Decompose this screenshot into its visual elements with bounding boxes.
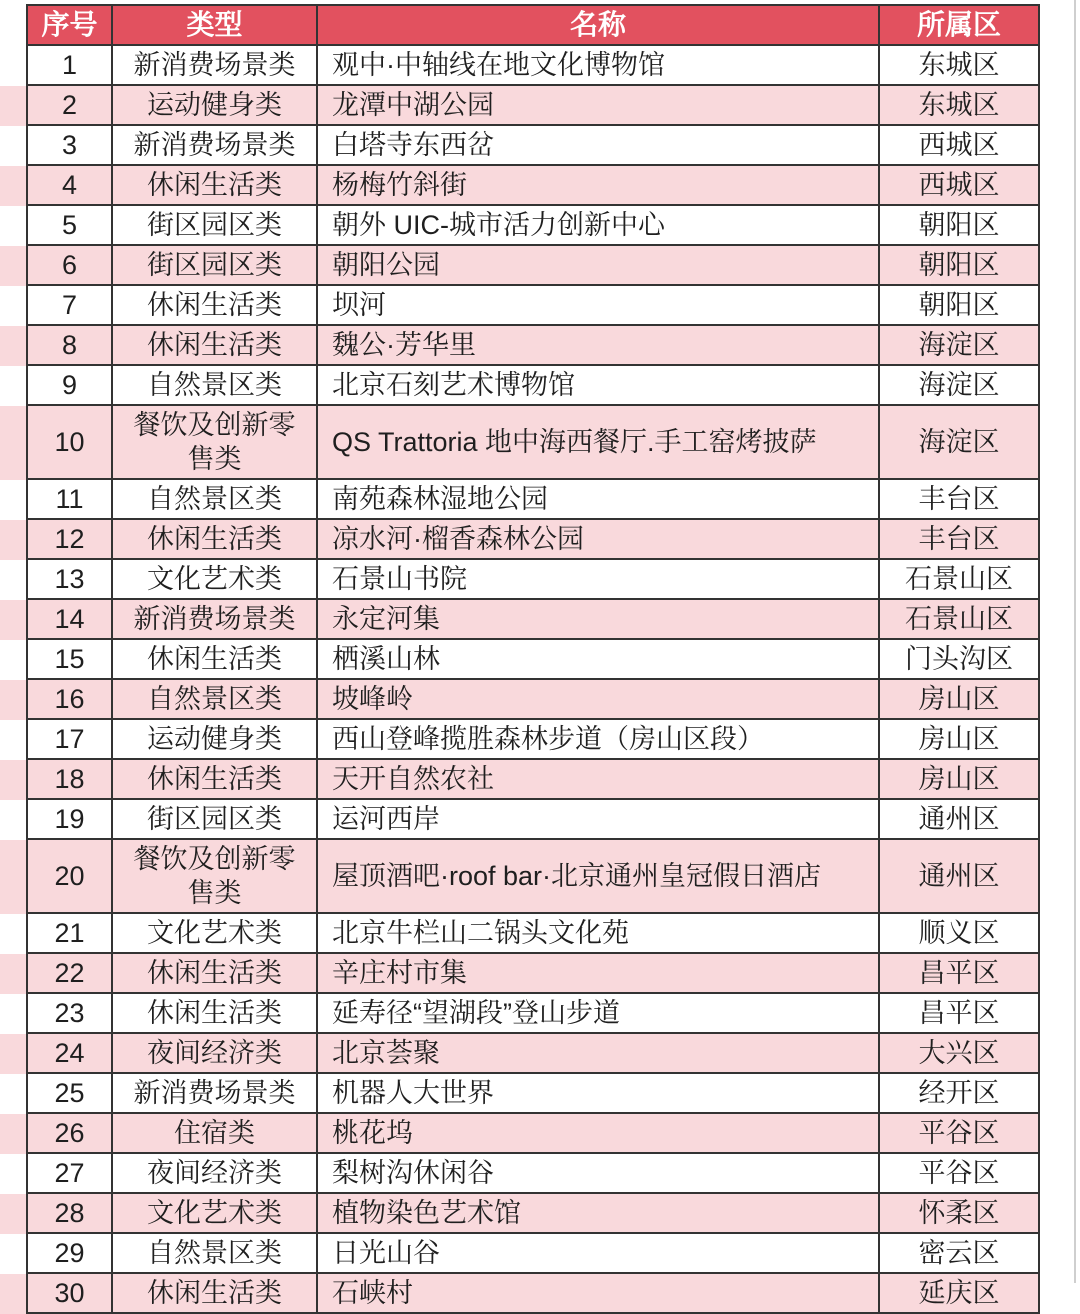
- cell-district: 丰台区: [878, 480, 1040, 520]
- cell-no: 27: [26, 1154, 111, 1194]
- cell-no: 11: [26, 480, 111, 520]
- cell-name: 日光山谷: [316, 1234, 878, 1274]
- left-margin: [0, 126, 26, 166]
- left-margin: [0, 166, 26, 206]
- cell-name: 延寿径“望湖段”登山步道: [316, 994, 878, 1034]
- left-margin: [0, 1154, 26, 1194]
- table-row: [0, 914, 1040, 954]
- cell-type: 自然景区类: [111, 366, 316, 406]
- cell-type: 休闲生活类: [111, 640, 316, 680]
- left-margin: [0, 366, 26, 406]
- left-margin: [0, 1074, 26, 1114]
- cell-no: 9: [26, 366, 111, 406]
- cell-type: 住宿类: [111, 1114, 316, 1154]
- left-margin: [0, 1274, 26, 1314]
- left-margin: [0, 560, 26, 600]
- left-margin: [0, 1034, 26, 1074]
- poi-table: [0, 4, 1040, 1314]
- cell-type: 休闲生活类: [111, 166, 316, 206]
- cell-type: 餐饮及创新零售类: [111, 406, 316, 480]
- cell-name: 朝外 UIC-城市活力创新中心: [316, 206, 878, 246]
- cell-name: 永定河集: [316, 600, 878, 640]
- table-row: [0, 994, 1040, 1034]
- left-margin: [0, 1194, 26, 1234]
- cell-type: 自然景区类: [111, 480, 316, 520]
- cell-type: 自然景区类: [111, 1234, 316, 1274]
- cell-no: 23: [26, 994, 111, 1034]
- left-margin: [0, 680, 26, 720]
- cell-no: 16: [26, 680, 111, 720]
- cell-no: 30: [26, 1274, 111, 1314]
- cell-district: 海淀区: [878, 326, 1040, 366]
- left-margin: [0, 246, 26, 286]
- cell-name: QS Trattoria 地中海西餐厅.手工窑烤披萨: [316, 406, 878, 480]
- cell-type: 运动健身类: [111, 720, 316, 760]
- cell-no: 7: [26, 286, 111, 326]
- cell-no: 3: [26, 126, 111, 166]
- cell-district: 房山区: [878, 720, 1040, 760]
- cell-name: 北京牛栏山二锅头文化苑: [316, 914, 878, 954]
- cell-no: 29: [26, 1234, 111, 1274]
- cell-no: 20: [26, 840, 111, 914]
- cell-district: 昌平区: [878, 954, 1040, 994]
- cell-district: 经开区: [878, 1074, 1040, 1114]
- table-row: [0, 246, 1040, 286]
- cell-district: 东城区: [878, 86, 1040, 126]
- cell-name: 坝河: [316, 286, 878, 326]
- col-header-type: 类型: [111, 4, 316, 46]
- cell-district: 海淀区: [878, 406, 1040, 480]
- left-margin: [0, 1234, 26, 1274]
- table-row: [0, 800, 1040, 840]
- cell-no: 2: [26, 86, 111, 126]
- left-margin: [0, 914, 26, 954]
- cell-district: 通州区: [878, 840, 1040, 914]
- cell-district: 顺义区: [878, 914, 1040, 954]
- cell-type: 街区园区类: [111, 246, 316, 286]
- left-margin: [0, 326, 26, 366]
- cell-name: 梨树沟休闲谷: [316, 1154, 878, 1194]
- cell-no: 26: [26, 1114, 111, 1154]
- cell-no: 22: [26, 954, 111, 994]
- cell-district: 门头沟区: [878, 640, 1040, 680]
- cell-name: 天开自然农社: [316, 760, 878, 800]
- cell-district: 房山区: [878, 760, 1040, 800]
- left-margin: [0, 520, 26, 560]
- table-row: [0, 286, 1040, 326]
- cell-name: 石景山书院: [316, 560, 878, 600]
- left-margin: [0, 600, 26, 640]
- cell-name: 南苑森林湿地公园: [316, 480, 878, 520]
- left-margin: [0, 760, 26, 800]
- cell-name: 栖溪山林: [316, 640, 878, 680]
- table-row: [0, 954, 1040, 994]
- cell-name: 观中·中轴线在地文化博物馆: [316, 46, 878, 86]
- cell-district: 西城区: [878, 166, 1040, 206]
- table-row: [0, 366, 1040, 406]
- table-row: [0, 1074, 1040, 1114]
- table-body: [0, 46, 1040, 1314]
- table-row: [0, 86, 1040, 126]
- cell-type: 休闲生活类: [111, 326, 316, 366]
- table-row: [0, 480, 1040, 520]
- left-margin: [0, 1114, 26, 1154]
- cell-district: 大兴区: [878, 1034, 1040, 1074]
- table-header-row: [0, 4, 1040, 46]
- cell-district: 昌平区: [878, 994, 1040, 1034]
- table-row: [0, 166, 1040, 206]
- table-row: [0, 406, 1040, 480]
- cell-no: 24: [26, 1034, 111, 1074]
- left-margin: [0, 720, 26, 760]
- table-row: [0, 1154, 1040, 1194]
- cell-district: 通州区: [878, 800, 1040, 840]
- cell-no: 1: [26, 46, 111, 86]
- left-margin: [0, 406, 26, 480]
- cell-name: 桃花坞: [316, 1114, 878, 1154]
- cell-type: 新消费场景类: [111, 126, 316, 166]
- left-margin: [0, 286, 26, 326]
- cell-name: 坡峰岭: [316, 680, 878, 720]
- left-margin: [0, 206, 26, 246]
- table-row: [0, 326, 1040, 366]
- left-margin: [0, 480, 26, 520]
- cell-type: 休闲生活类: [111, 994, 316, 1034]
- table-row: [0, 520, 1040, 560]
- cell-name: 魏公·芳华里: [316, 326, 878, 366]
- cell-type: 餐饮及创新零售类: [111, 840, 316, 914]
- cell-no: 15: [26, 640, 111, 680]
- cell-no: 14: [26, 600, 111, 640]
- table-row: [0, 640, 1040, 680]
- cell-district: 房山区: [878, 680, 1040, 720]
- cell-no: 28: [26, 1194, 111, 1234]
- left-margin: [0, 46, 26, 86]
- cell-no: 10: [26, 406, 111, 480]
- table-row: [0, 680, 1040, 720]
- cell-district: 海淀区: [878, 366, 1040, 406]
- cell-no: 21: [26, 914, 111, 954]
- cell-name: 杨梅竹斜街: [316, 166, 878, 206]
- cell-name: 北京荟聚: [316, 1034, 878, 1074]
- cell-type: 休闲生活类: [111, 760, 316, 800]
- left-margin: [0, 840, 26, 914]
- table-row: [0, 1114, 1040, 1154]
- left-margin: [0, 640, 26, 680]
- table-row: [0, 1274, 1040, 1314]
- cell-no: 12: [26, 520, 111, 560]
- cell-district: 密云区: [878, 1234, 1040, 1274]
- cell-type: 街区园区类: [111, 206, 316, 246]
- cell-no: 25: [26, 1074, 111, 1114]
- table-row: [0, 720, 1040, 760]
- cell-no: 13: [26, 560, 111, 600]
- table-row: [0, 1194, 1040, 1234]
- left-margin: [0, 954, 26, 994]
- cell-name: 朝阳公园: [316, 246, 878, 286]
- cell-name: 植物染色艺术馆: [316, 1194, 878, 1234]
- cell-district: 延庆区: [878, 1274, 1040, 1314]
- cell-district: 平谷区: [878, 1114, 1040, 1154]
- cell-type: 文化艺术类: [111, 560, 316, 600]
- cell-name: 白塔寺东西岔: [316, 126, 878, 166]
- cell-no: 6: [26, 246, 111, 286]
- cell-district: 朝阳区: [878, 286, 1040, 326]
- cell-type: 休闲生活类: [111, 286, 316, 326]
- table-row: [0, 1034, 1040, 1074]
- left-margin: [0, 86, 26, 126]
- cell-type: 文化艺术类: [111, 914, 316, 954]
- col-header-no: 序号: [26, 4, 111, 46]
- cell-district: 西城区: [878, 126, 1040, 166]
- cell-name: 屋顶酒吧·roof bar·北京通州皇冠假日酒店: [316, 840, 878, 914]
- table-row: [0, 1234, 1040, 1274]
- cell-type: 休闲生活类: [111, 954, 316, 994]
- cell-name: 凉水河·榴香森林公园: [316, 520, 878, 560]
- cell-district: 丰台区: [878, 520, 1040, 560]
- cell-type: 休闲生活类: [111, 520, 316, 560]
- cell-name: 西山登峰揽胜森林步道（房山区段）: [316, 720, 878, 760]
- left-margin: [0, 994, 26, 1034]
- cell-type: 夜间经济类: [111, 1154, 316, 1194]
- col-header-district: 所属区: [878, 4, 1040, 46]
- left-margin: [0, 800, 26, 840]
- left-margin: [0, 4, 26, 46]
- cell-district: 石景山区: [878, 600, 1040, 640]
- cell-district: 朝阳区: [878, 246, 1040, 286]
- page-edge-line: [1074, 0, 1076, 1283]
- table-row: [0, 126, 1040, 166]
- table-row: [0, 600, 1040, 640]
- cell-type: 文化艺术类: [111, 1194, 316, 1234]
- col-header-name: 名称: [316, 4, 878, 46]
- cell-district: 朝阳区: [878, 206, 1040, 246]
- cell-type: 街区园区类: [111, 800, 316, 840]
- cell-name: 龙潭中湖公园: [316, 86, 878, 126]
- table-row: [0, 760, 1040, 800]
- cell-no: 5: [26, 206, 111, 246]
- cell-type: 休闲生活类: [111, 1274, 316, 1314]
- cell-district: 怀柔区: [878, 1194, 1040, 1234]
- cell-district: 东城区: [878, 46, 1040, 86]
- cell-name: 北京石刻艺术博物馆: [316, 366, 878, 406]
- cell-name: 机器人大世界: [316, 1074, 878, 1114]
- cell-name: 石峡村: [316, 1274, 878, 1314]
- cell-district: 石景山区: [878, 560, 1040, 600]
- cell-type: 运动健身类: [111, 86, 316, 126]
- cell-name: 辛庄村市集: [316, 954, 878, 994]
- table-row: [0, 840, 1040, 914]
- cell-type: 新消费场景类: [111, 46, 316, 86]
- table-row: [0, 206, 1040, 246]
- table-row: [0, 46, 1040, 86]
- cell-no: 4: [26, 166, 111, 206]
- cell-no: 19: [26, 800, 111, 840]
- cell-name: 运河西岸: [316, 800, 878, 840]
- cell-type: 自然景区类: [111, 680, 316, 720]
- cell-type: 新消费场景类: [111, 600, 316, 640]
- table-row: [0, 560, 1040, 600]
- cell-no: 17: [26, 720, 111, 760]
- cell-no: 18: [26, 760, 111, 800]
- cell-no: 8: [26, 326, 111, 366]
- cell-district: 平谷区: [878, 1154, 1040, 1194]
- cell-type: 新消费场景类: [111, 1074, 316, 1114]
- cell-type: 夜间经济类: [111, 1034, 316, 1074]
